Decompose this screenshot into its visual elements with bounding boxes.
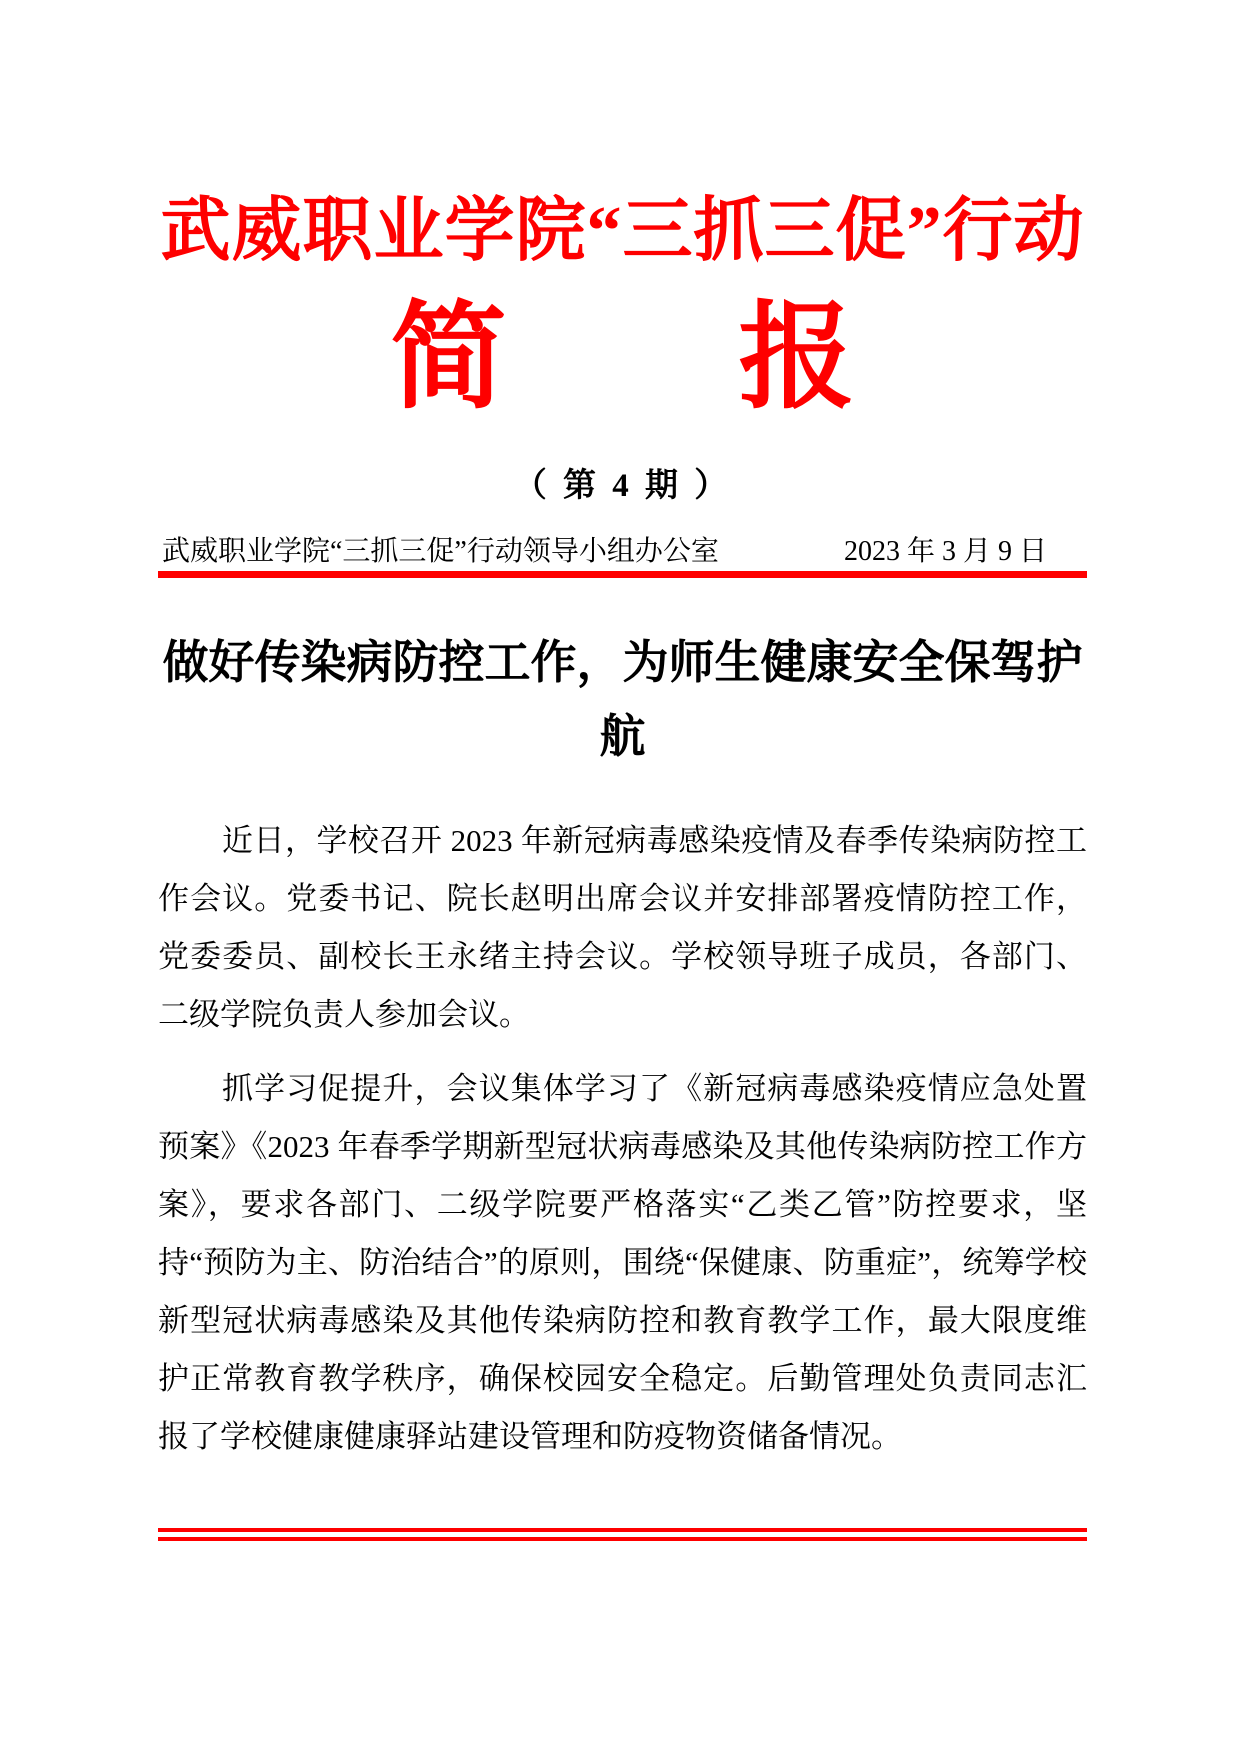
masthead-subtitle: 简 报 [390,294,855,423]
header-red-rule [158,571,1087,578]
footer-double-red-rule [158,1528,1087,1541]
paragraph-1: 近日，学校召开 2023 年新冠病毒感染疫情及春季传染病防控工作会议。党委书记、院长赵明出席会议并安排部署疫情防控工作，党委委员、副校长王永绪主持会议。学校领导班子成员，各部门、二级学院负责人参加会议。 [158,822,1087,1032]
article-title: 做好传染病防控工作，为师生健康安全保驾护航 [162,636,1083,762]
issuer-row [158,536,1087,568]
issuer-name: 武威职业学院“三抓三促”行动领导小组办公室 [162,535,719,567]
masthead-title: 武威职业学院“三抓三促”行动 [160,193,1085,270]
paragraph-2: 抓学习促提升，会议集体学习了《新冠病毒感染疫情应急处置预案》《2023 年春季学期新型冠状病毒感染及其他传染病防控工作方案》，要求各部门、二级学院要严格落实“乙类乙管”防控要求，坚持“预防为主、防治结合”的原则，围绕“保健康、防重症”，统筹学校新型冠状病毒感染及其他传染病防控和教育教学工作，最大限度维护正常教育教学秩序，确保校园安全稳定。后勤管理处负责同志汇报了学校健康健康驿站建设管理和防疫物资储备情况。 [158,1070,1087,1454]
issue-date: 2023 年 3 月 9 日 [843,535,1047,567]
issue-number: （ 第 4 期 ） [513,467,732,504]
article-body [158,812,1087,1466]
